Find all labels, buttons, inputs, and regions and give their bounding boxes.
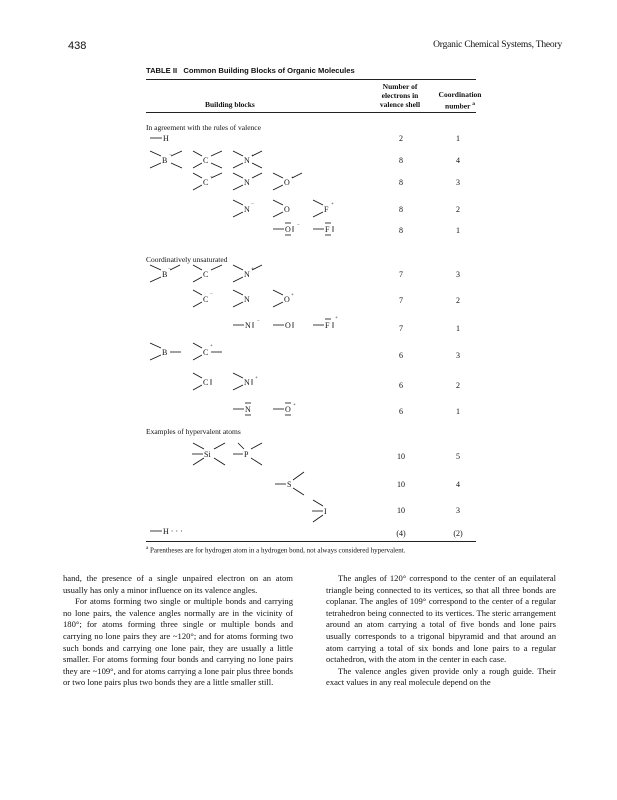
svg-text:N: N — [244, 270, 250, 279]
body-right-paragraph-2: The valence angles given provide only a rough guide. Their exact values in any real molecule depend on the — [326, 665, 556, 688]
svg-text:C: C — [203, 270, 209, 279]
svg-text:B: B — [162, 156, 168, 165]
row-electrons: 7 — [399, 270, 403, 279]
svg-text:+: + — [293, 403, 296, 408]
svg-text:Si: Si — [204, 450, 211, 459]
row-coordination: 2 — [456, 381, 460, 390]
row-electrons: (4) — [396, 529, 406, 538]
atom-H: H — [163, 134, 169, 143]
svg-text:+: + — [210, 344, 213, 349]
svg-text:N: N — [244, 156, 250, 165]
struct-sextet1-N — [233, 403, 251, 415]
row-electrons: 6 — [399, 381, 403, 390]
svg-text:−: − — [214, 447, 217, 452]
col-header-electrons-line2: electrons in — [381, 90, 419, 100]
struct-trivalent-N — [233, 173, 262, 190]
svg-text:N: N — [244, 295, 250, 304]
svg-text:N: N — [245, 405, 251, 414]
struct-sextet2-C — [193, 373, 211, 390]
svg-text:+: + — [255, 376, 258, 381]
struct-sextet1-O — [273, 403, 296, 415]
row-electrons: 8 — [399, 205, 403, 214]
body-left-paragraph-2: For atoms forming two single or multiple bonds and carrying no lone pairs, the valence angles normally are in the vicinity of 180°; for atoms forming three single or multiple bonds and carrying no lone pairs they are ~120°; and for atoms forming two such bonds and carrying one lone pair, they are usually a little smaller. For atoms forming four bonds and carrying no lone pairs they are ~109°, and for atoms carrying a lone pair plus three bonds or two lone pairs plus two bonds they are a little smaller still. — [63, 596, 293, 688]
svg-text:F: F — [324, 205, 329, 214]
struct-hydrogen-bond — [150, 527, 183, 536]
svg-text:P: P — [244, 450, 249, 459]
struct-monovalent-F — [313, 223, 333, 235]
col-header-blocks: Building blocks — [205, 100, 255, 109]
svg-text:F: F — [325, 225, 330, 234]
table-footnote — [146, 546, 405, 554]
row-electrons: 7 — [399, 324, 403, 333]
svg-text:+: + — [251, 154, 254, 159]
row-electrons: 10 — [397, 452, 405, 461]
row-electrons: 8 — [399, 226, 403, 235]
col-header-electrons-line3: valence shell — [379, 99, 421, 109]
svg-text:−: − — [251, 202, 254, 207]
svg-text:+: + — [331, 202, 334, 207]
row-coordination: 3 — [456, 270, 460, 279]
svg-text:O: O — [285, 321, 291, 330]
struct-radical-N — [233, 265, 262, 282]
row-electrons: 10 — [397, 506, 405, 515]
struct-divalent-O — [273, 200, 290, 217]
svg-text:S: S — [287, 480, 292, 489]
col-header-coord-label: number — [445, 101, 471, 111]
struct-hydrogen — [150, 134, 169, 143]
row-coordination: 3 — [456, 506, 460, 515]
struct-hyper-Si — [192, 443, 225, 465]
body-right-column — [326, 573, 556, 689]
body-left-column — [63, 573, 293, 689]
row-coordination: 1 — [456, 134, 460, 143]
section-hypervalent: Examples of hypervalent atoms — [146, 427, 241, 436]
struct-sextet2-N — [233, 373, 258, 390]
row-coordination: 1 — [456, 407, 460, 416]
svg-text:B: B — [162, 270, 168, 279]
struct-monovalent-O — [273, 223, 300, 235]
row-coordination: 3 — [456, 351, 460, 360]
row-coordination: 3 — [456, 178, 460, 187]
row-electrons: 10 — [397, 480, 405, 489]
struct-radical2-O — [273, 290, 294, 307]
row-coordination: 1 — [456, 226, 460, 235]
row-coordination: 1 — [456, 324, 460, 333]
row-coordination: 2 — [456, 205, 460, 214]
struct-tetrahedral-C — [193, 151, 222, 168]
svg-text:+: + — [335, 316, 338, 321]
struct-trivalent-O — [273, 173, 302, 190]
svg-text:H · · ·: H · · · — [163, 527, 183, 536]
svg-text:N: N — [244, 378, 250, 387]
row-electrons: 6 — [399, 407, 403, 416]
struct-trivalent-C — [193, 173, 222, 190]
svg-text:B: B — [162, 348, 168, 357]
table-bottom-rule — [146, 541, 476, 542]
svg-text:+: + — [251, 267, 254, 272]
struct-hyper-I — [312, 500, 327, 522]
table-caption: TABLE II Common Building Blocks of Organic Molecules — [146, 66, 355, 75]
struct-tetrahedral-N — [233, 151, 262, 168]
svg-text:N: N — [244, 205, 250, 214]
footnote-mark: a — [146, 546, 149, 551]
svg-text:C: C — [203, 156, 209, 165]
svg-text:O: O — [285, 405, 291, 414]
svg-text:O: O — [284, 178, 290, 187]
svg-text:C: C — [203, 378, 209, 387]
struct-radical-B — [150, 265, 180, 282]
row-electrons: 8 — [399, 156, 403, 165]
struct-hyper-P — [233, 443, 262, 465]
svg-text:−: − — [169, 153, 172, 158]
svg-text:N: N — [245, 321, 251, 330]
svg-text:+: + — [291, 293, 294, 298]
svg-text:O: O — [284, 295, 290, 304]
section-unsaturated: Coordinatively unsaturated — [146, 255, 228, 264]
svg-text:−: − — [297, 223, 300, 228]
row-coordination: (2) — [453, 529, 463, 538]
struct-radical1-F — [313, 316, 338, 330]
struct-divalent-N — [233, 200, 254, 217]
struct-tetrahedral-B — [150, 151, 182, 168]
svg-text:O: O — [285, 225, 291, 234]
struct-divalent-F — [313, 200, 334, 217]
svg-text:I: I — [324, 507, 327, 516]
struct-radical1-N — [233, 319, 260, 330]
running-title: Organic Chemical Systems, Theory — [433, 40, 562, 50]
struct-radical-C — [193, 265, 222, 282]
row-electrons: 8 — [399, 178, 403, 187]
svg-text:C: C — [203, 348, 209, 357]
body-right-paragraph-1: The angles of 120° correspond to the center of an equilateral triangle being connected to its vertices, so that all three bonds are coplanar. The angles of 109° correspond to the center of a regular tetrahedron being connected to its vertices. The steric arrangement around an atom carrying a total of five bonds and lone pairs usually corresponds to a trigonal bipyramid and that around an atom carrying a total of six bonds and lone pairs to a regular octahedron, with the atom in the center in each case. — [326, 573, 556, 665]
struct-hyper-S — [275, 472, 304, 495]
col-header-coord-note: a — [472, 100, 475, 107]
col-header-coord-line1: Coordination — [438, 90, 482, 99]
svg-text:+: + — [291, 176, 294, 181]
row-coordination: 5 — [456, 452, 460, 461]
body-left-paragraph-1: hand, the presence of a single unpaired electron on an atom usually has only a minor influence on its valence angles. — [63, 573, 293, 595]
svg-text:−: − — [210, 292, 213, 297]
row-coordination: 4 — [456, 156, 460, 165]
svg-text:−: − — [168, 267, 171, 272]
svg-text:C: C — [203, 295, 209, 304]
struct-radical2-N — [233, 290, 250, 307]
svg-text:C: C — [203, 178, 209, 187]
struct-radical2-C — [193, 290, 213, 307]
row-electrons: 7 — [399, 296, 403, 305]
col-header-electrons-line1: Number of — [382, 82, 418, 91]
svg-text:O: O — [284, 205, 290, 214]
struct-radical1-O — [273, 321, 293, 330]
row-electrons: 6 — [399, 351, 403, 360]
svg-text:−: − — [210, 175, 213, 180]
svg-text:F: F — [325, 321, 330, 330]
row-coordination: 2 — [456, 296, 460, 305]
section-valence: In agreement with the rules of valence — [146, 123, 261, 132]
row-electrons: 2 — [399, 134, 403, 143]
struct-sextet-B — [150, 343, 181, 360]
svg-text:N: N — [244, 178, 250, 187]
row-coordination: 4 — [456, 480, 460, 489]
struct-sextet-C — [193, 343, 222, 360]
footnote-text: Parentheses are for hydrogen atom in a hydrogen bond, not always considered hypervalent. — [149, 546, 406, 555]
page-number: 438 — [68, 40, 87, 52]
svg-text:−: − — [257, 319, 260, 324]
